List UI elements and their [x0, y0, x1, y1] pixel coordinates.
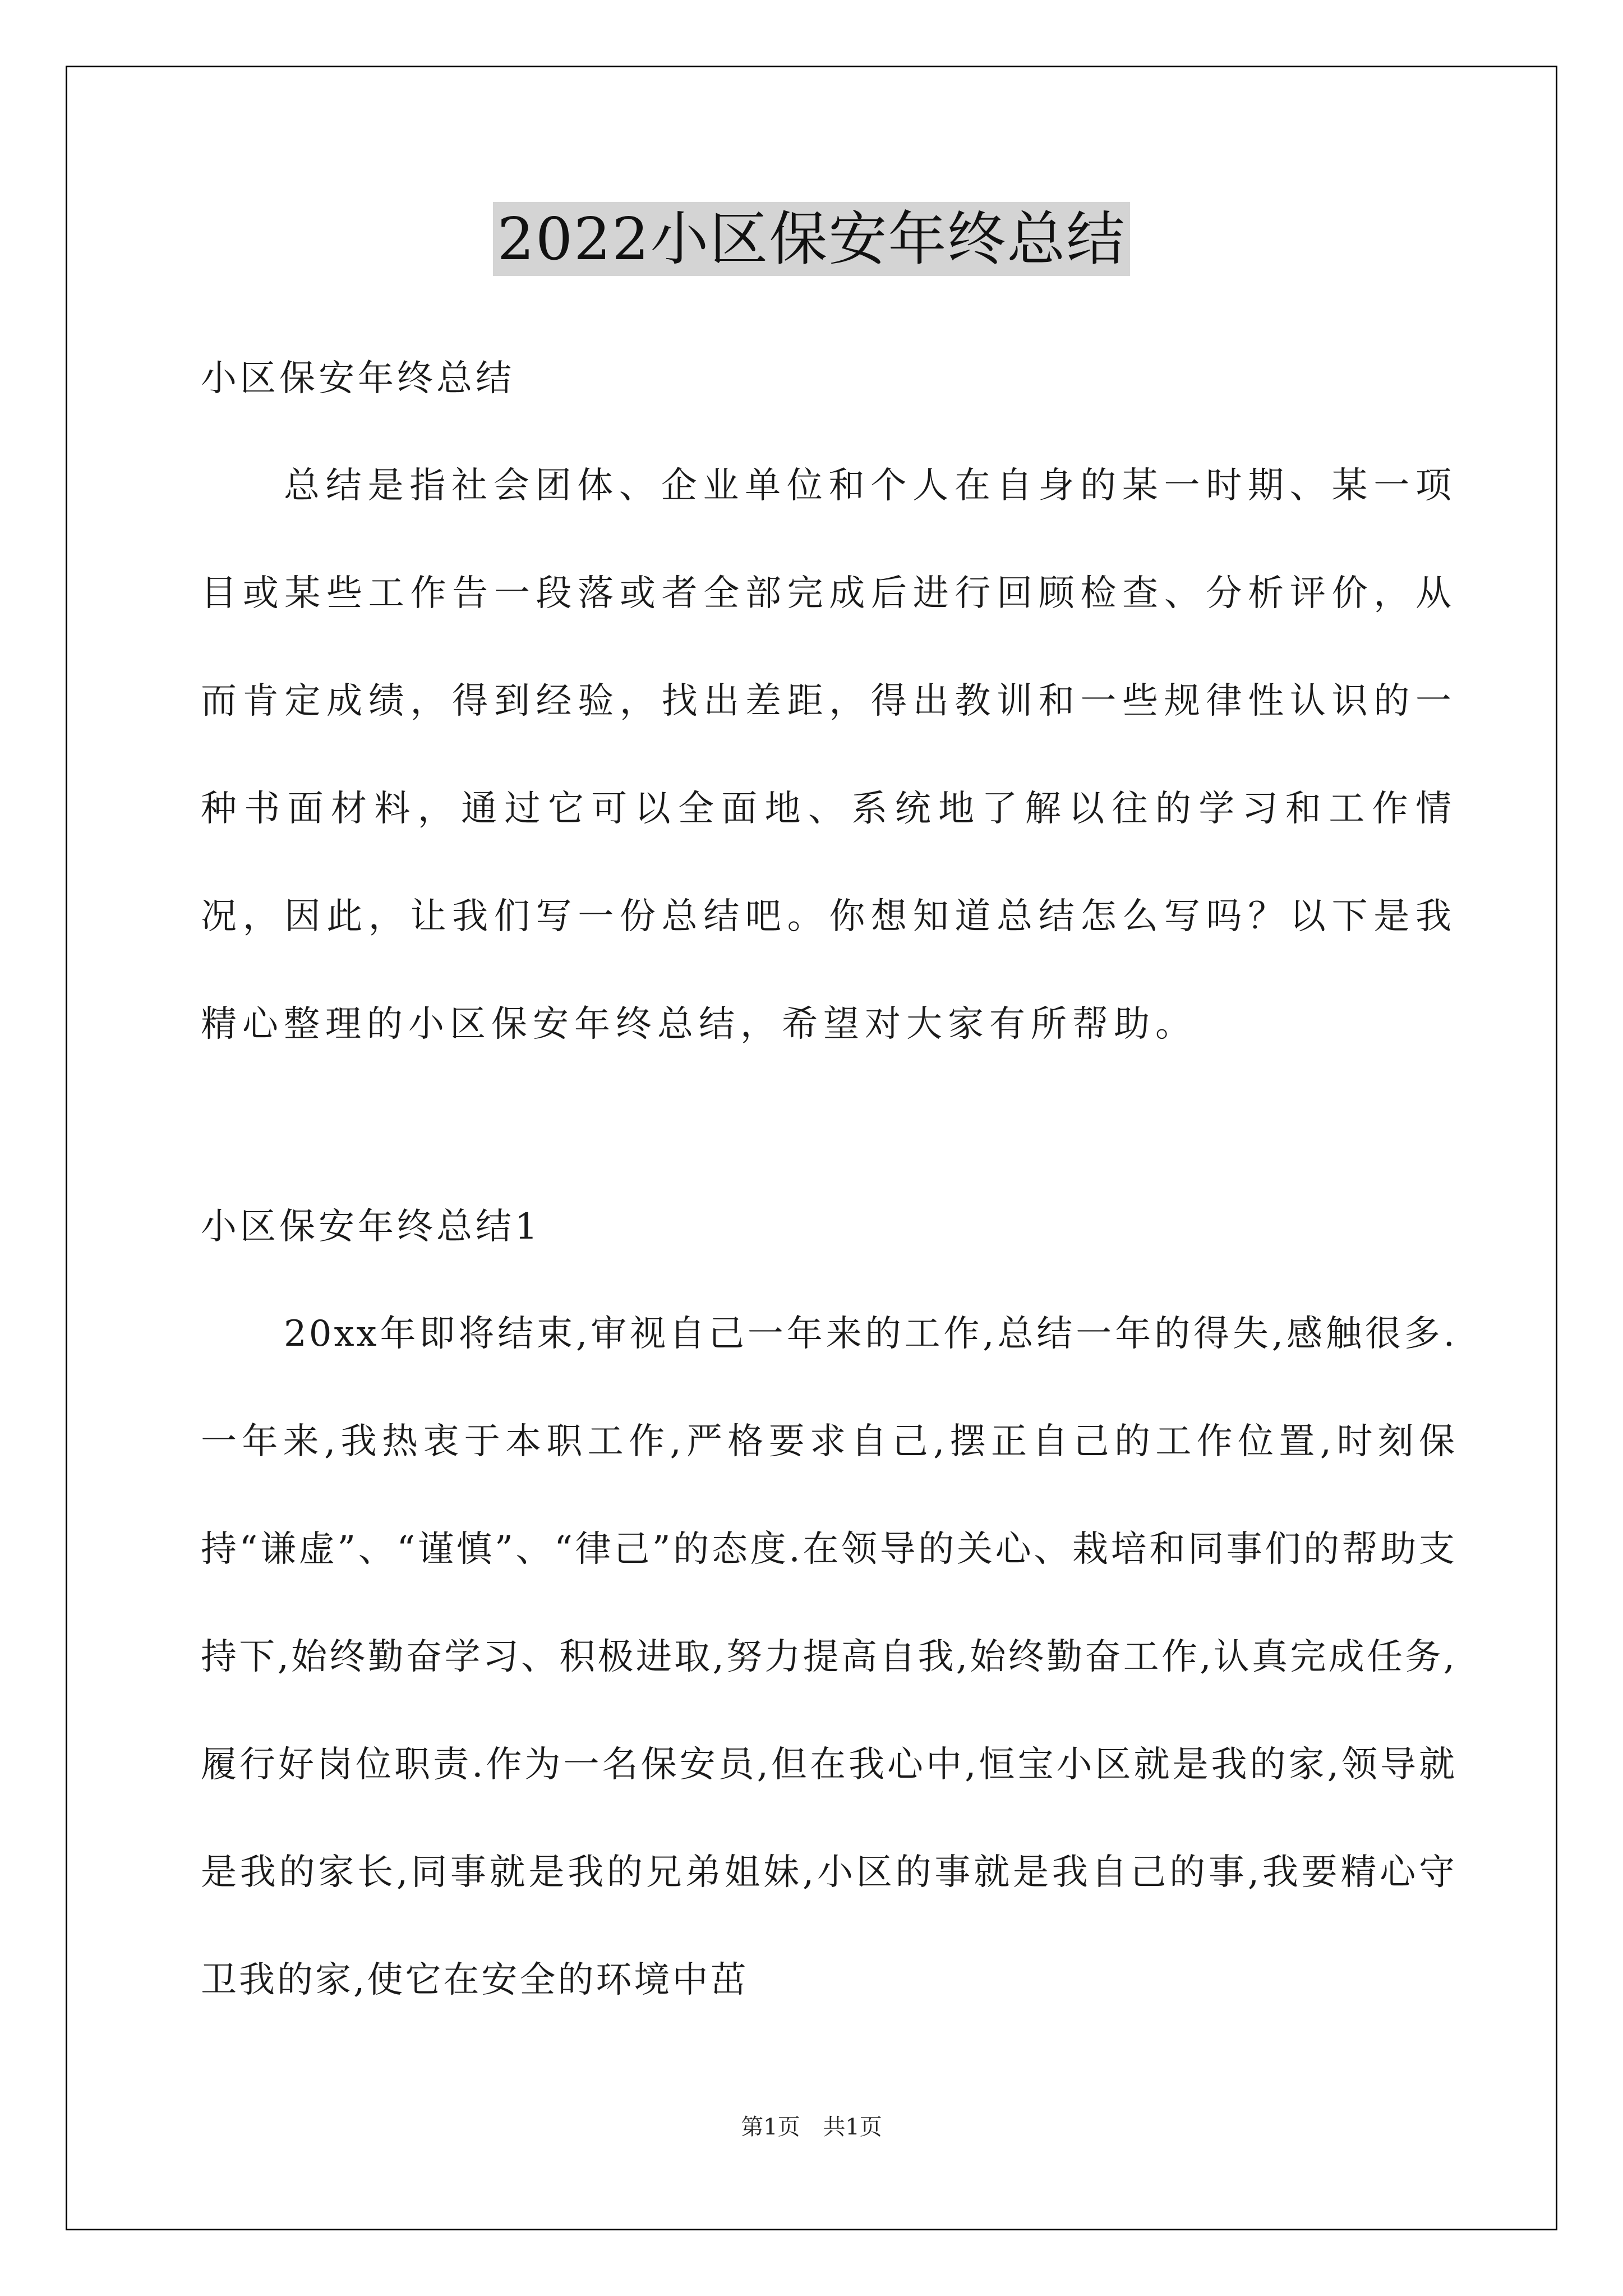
- title-container: [0, 202, 1623, 276]
- section-spacer: [201, 1078, 1457, 1174]
- section-heading: 小区保安年终总结1: [201, 1206, 541, 1248]
- document-title: 2022小区保安年终总结: [493, 202, 1131, 276]
- document-body: [201, 325, 1457, 2034]
- page-footer: [0, 2111, 1623, 2143]
- document-subtitle: 小区保安年终总结: [201, 358, 515, 399]
- section-paragraph: 20xx年即将结束,审视自己一年来的工作,总结一年的得失,感触很多.一年来,我热衷于本职工作,严格要求自己,摆正自己的工作位置,时刻保持“谦虚”、“谨慎”、“律己”的态度.在领导的关心、栽培和同事们的帮助支持下,始终勤奋学习、积极进取,努力提高自我,始终勤奋工作,认真完成任务,履行好岗位职责.作为一名保安员,但在我心中,恒宝小区就是我的家,领导就是我的家长,同事就是我的兄弟姐妹,小区的事就是我自己的事,我要精心守卫我的家,使它在安全的环境中茁: [201, 1313, 1457, 2001]
- intro-paragraph: 总结是指社会团体、企业单位和个人在自身的某一时期、某一项目或某些工作告一段落或者全部完成后进行回顾检查、分析评价，从而肯定成绩，得到经验，找出差距，得出教训和一些规律性认识的一种书面材料，通过它可以全面地、系统地了解以往的学习和工作情况，因此，让我们写一份总结吧。你想知道总结怎么写吗？以下是我精心整理的小区保安年终总结，希望对大家有所帮助。: [201, 465, 1457, 1045]
- page-total: 共1页: [823, 2114, 882, 2140]
- page-number: 第1页: [741, 2114, 800, 2140]
